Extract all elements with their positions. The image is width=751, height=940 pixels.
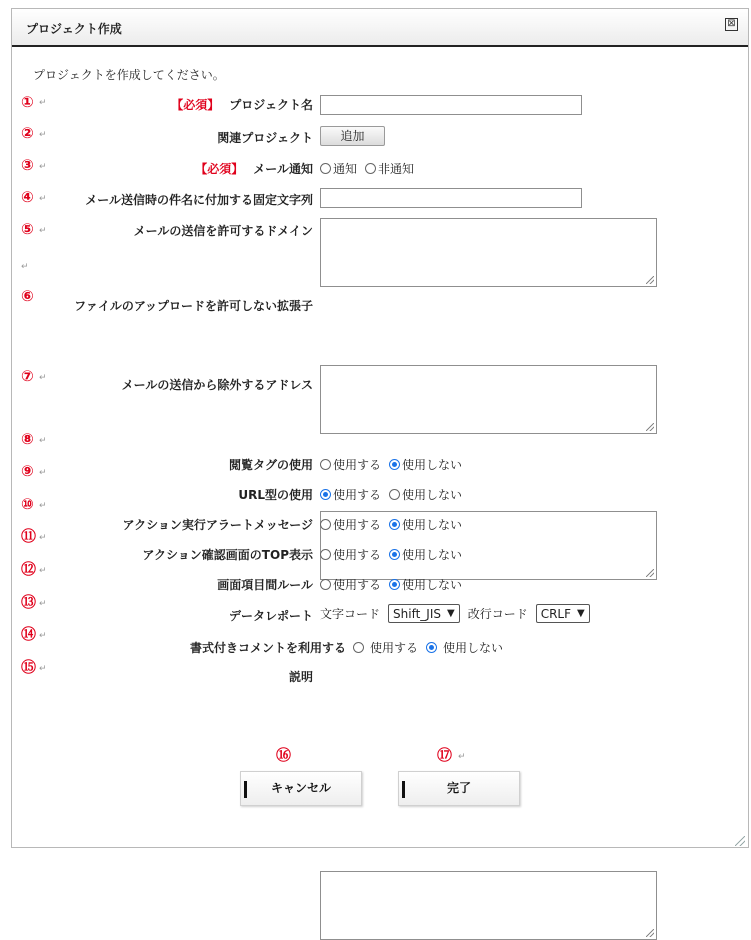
newline-label: 改行コード <box>468 605 528 622</box>
option-label: 使用しない <box>402 546 462 563</box>
dialog-title: プロジェクト作成 <box>26 20 122 37</box>
step-number-16: ⑯ <box>276 746 291 764</box>
label-text: メール通知 <box>253 162 313 176</box>
blocked-extensions-label: ファイルのアップロードを許可しない拡張子 <box>74 297 313 314</box>
return-mark: ↵ <box>39 373 47 383</box>
option-label: 使用しない <box>402 456 462 473</box>
return-mark: ↵ <box>39 664 47 674</box>
chevron-down-icon: ▼ <box>577 608 585 619</box>
option-label: 使用しない <box>402 576 462 593</box>
step-number-5: ⑤ <box>21 220 34 238</box>
option-label: 使用する <box>333 486 381 503</box>
step-number-15: ⑮ <box>21 658 36 676</box>
step-number-1: ① <box>21 93 34 111</box>
option-label: 使用しない <box>402 516 462 533</box>
confirm-top-use-radio[interactable] <box>320 549 331 560</box>
url-type-label: URL型の使用 <box>238 486 313 503</box>
chevron-down-icon: ▼ <box>447 608 455 619</box>
resize-grip-icon[interactable] <box>646 929 654 937</box>
url-type-nouse-radio[interactable] <box>389 489 400 500</box>
step-number-9: ⑨ <box>21 462 34 480</box>
mail-notify-off-radio[interactable] <box>365 163 376 174</box>
subject-prefix-label: メール送信時の件名に付加する固定文字列 <box>85 191 313 208</box>
required-tag: 【必須】 <box>171 98 219 112</box>
option-label: 使用する <box>333 546 381 563</box>
item-rule-nouse-radio[interactable] <box>389 579 400 590</box>
project-name-input[interactable] <box>320 95 582 115</box>
return-mark: ↵ <box>39 130 47 140</box>
resize-grip-icon[interactable] <box>646 276 654 284</box>
dialog-titlebar <box>12 9 748 47</box>
add-related-project-button[interactable]: 追加 <box>320 126 385 146</box>
step-number-14: ⑭ <box>21 625 36 643</box>
cancel-button[interactable]: キャンセル <box>240 771 362 806</box>
return-mark: ↵ <box>39 631 47 641</box>
excluded-addresses-label: メールの送信から除外するアドレス <box>122 376 313 393</box>
return-mark: ↵ <box>39 599 47 609</box>
confirm-top-radio-group <box>320 546 470 563</box>
option-label: 非通知 <box>378 160 414 177</box>
charset-value: Shift_JIS <box>393 607 441 621</box>
option-label: 使用する <box>333 576 381 593</box>
charset-label: 文字コード <box>320 605 380 622</box>
formatted-comment-nouse-radio[interactable] <box>426 642 437 653</box>
formatted-comment-use-radio[interactable] <box>353 642 364 653</box>
intro-text: プロジェクトを作成してください。 <box>33 66 225 83</box>
option-label: 使用する <box>370 639 418 656</box>
action-alert-nouse-radio[interactable] <box>389 519 400 530</box>
return-mark: ↵ <box>39 98 47 108</box>
formatted-comment-label: 書式付きコメントを利用する <box>190 639 346 656</box>
option-label: 通知 <box>333 160 357 177</box>
charset-select[interactable] <box>388 604 460 623</box>
action-alert-label: アクション実行アラートメッセージ <box>122 516 313 533</box>
confirm-top-label: アクション確認画面のTOP表示 <box>142 546 313 563</box>
view-tag-nouse-radio[interactable] <box>389 459 400 470</box>
blocked-extensions-textarea[interactable] <box>320 365 657 434</box>
url-type-use-radio[interactable] <box>320 489 331 500</box>
description-label: 説明 <box>289 668 313 685</box>
step-number-4: ④ <box>21 188 34 206</box>
return-mark: ↵ <box>39 566 47 576</box>
return-mark: ↵ <box>39 468 47 478</box>
item-rule-label: 画面項目間ルール <box>217 576 313 593</box>
mail-notify-on-radio[interactable] <box>320 163 331 174</box>
done-button[interactable]: 完了 <box>398 771 520 806</box>
view-tag-use-radio[interactable] <box>320 459 331 470</box>
item-rule-radio-group <box>320 576 470 593</box>
return-mark: ↵ <box>458 752 466 762</box>
required-tag: 【必須】 <box>195 162 243 176</box>
step-number-10: ⑩ <box>21 495 34 513</box>
return-mark: ↵ <box>39 436 47 446</box>
return-mark: ↵ <box>39 226 47 236</box>
subject-prefix-input[interactable] <box>320 188 582 208</box>
option-label: 使用しない <box>443 639 503 656</box>
step-number-3: ③ <box>21 156 34 174</box>
option-label: 使用する <box>333 456 381 473</box>
project-name-label <box>171 96 313 113</box>
action-alert-use-radio[interactable] <box>320 519 331 530</box>
return-mark: ↵ <box>39 194 47 204</box>
label-text: プロジェクト名 <box>229 98 313 112</box>
resize-corner-icon[interactable] <box>735 836 745 846</box>
allowed-domains-textarea[interactable] <box>320 218 657 287</box>
resize-grip-icon[interactable] <box>646 569 654 577</box>
step-number-12: ⑫ <box>21 560 36 578</box>
related-project-label: 関連プロジェクト <box>217 129 313 146</box>
allowed-domains-label: メールの送信を許可するドメイン <box>134 222 313 239</box>
url-type-radio-group <box>320 486 470 503</box>
step-number-7: ⑦ <box>21 367 34 385</box>
return-mark: ↵ <box>39 162 47 172</box>
step-number-6: ⑥ <box>21 287 34 305</box>
action-alert-radio-group <box>320 516 470 533</box>
data-report-label: データレポート <box>229 607 313 624</box>
mail-notify-label <box>195 160 313 177</box>
view-tag-label: 閲覧タグの使用 <box>229 456 313 473</box>
description-textarea[interactable] <box>320 871 657 940</box>
mail-notify-radio-group <box>320 160 422 177</box>
confirm-top-nouse-radio[interactable] <box>389 549 400 560</box>
view-tag-radio-group <box>320 456 470 473</box>
close-icon[interactable]: ⊠ <box>725 18 738 31</box>
step-number-11: ⑪ <box>21 527 36 545</box>
data-report-controls <box>320 604 590 623</box>
option-label: 使用する <box>333 516 381 533</box>
option-label: 使用しない <box>402 486 462 503</box>
newline-value: CRLF <box>541 607 571 621</box>
item-rule-use-radio[interactable] <box>320 579 331 590</box>
resize-grip-icon[interactable] <box>646 423 654 431</box>
newline-select[interactable] <box>536 604 590 623</box>
return-mark: ↵ <box>21 262 29 272</box>
step-number-2: ② <box>21 124 34 142</box>
step-number-13: ⑬ <box>21 593 36 611</box>
formatted-comment-radio-group <box>353 639 511 656</box>
return-mark: ↵ <box>39 533 47 543</box>
step-number-17: ⑰ <box>437 746 452 764</box>
step-number-8: ⑧ <box>21 430 34 448</box>
return-mark: ↵ <box>39 501 47 511</box>
